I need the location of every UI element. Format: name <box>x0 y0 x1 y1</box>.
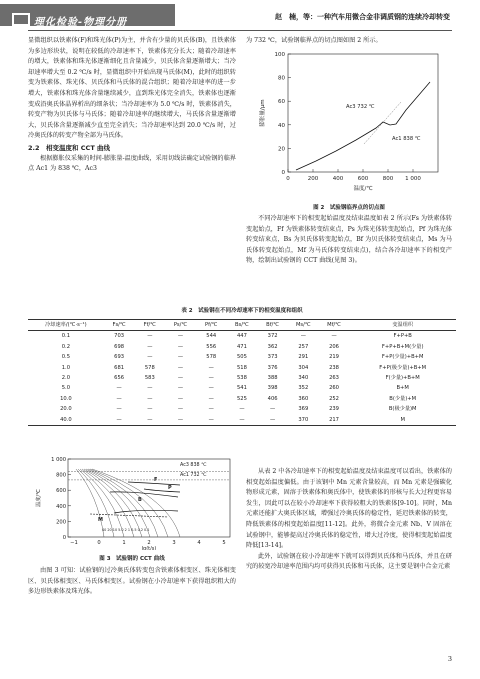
table-cell: 238 <box>329 364 339 371</box>
table-cell: — <box>116 385 122 392</box>
page-header <box>0 0 480 30</box>
table-cell: — <box>208 416 214 423</box>
fig3-xtick: −1 <box>70 540 78 546</box>
table-cell: 360 <box>298 395 309 402</box>
fig3-ytick: 600 <box>56 488 66 495</box>
fig3-xtick: 5 <box>222 540 226 546</box>
fig2-annotation-ac3: Ac3 732 ℃ <box>346 104 375 110</box>
journal-logo <box>0 4 175 26</box>
table-cell: — <box>331 333 337 340</box>
table-cell: 525 <box>236 395 247 402</box>
table-cell: — <box>239 406 245 413</box>
table-cell: — <box>177 385 184 392</box>
table-cell: — <box>208 364 214 371</box>
figure-3-plot <box>28 455 238 550</box>
table-cell: 1.0 <box>61 364 70 371</box>
table-header: Bs/℃ <box>235 322 249 328</box>
table-cell: 304 <box>298 364 309 371</box>
table-header-row <box>28 320 456 331</box>
table-cell: F(少量)+B+M <box>385 375 420 382</box>
table-cell: — <box>208 385 214 392</box>
table-cell: 583 <box>144 375 155 382</box>
table-cell: — <box>147 385 153 392</box>
table-cell: 0.2 <box>61 343 70 350</box>
table-cell: 369 <box>298 406 309 413</box>
right-bottom-paragraph: 此外，试验钢在较小冷却速率下就可以得到贝氏体和马氏体，并且在研究的较宽冷却速率范围内均可获得贝氏体和马氏体，这主要是钢中合金元素 <box>246 552 452 571</box>
table-cell: — <box>116 395 122 402</box>
table-cell: — <box>239 416 245 423</box>
fig3-annotation-ac3: Ac3 838 ℃ <box>180 463 207 468</box>
fig2-xtick: 1 000 <box>405 176 421 182</box>
table-cell: F+P+B <box>393 333 412 340</box>
table-cell: — <box>300 333 306 340</box>
fig2-ytick: 20 <box>278 146 285 153</box>
table-cell: — <box>177 343 184 350</box>
fig2-xtick: 400 <box>332 176 344 182</box>
table-cell: 406 <box>267 395 278 402</box>
figure-3-caption: 图 3 试验钢的 CCT 曲线 <box>99 556 165 562</box>
table-cell: 5.0 <box>61 385 70 392</box>
table-cell: 239 <box>329 406 339 413</box>
table-cell: 698 <box>114 343 125 350</box>
table-header: 变温组织 <box>392 322 414 328</box>
table-cell: — <box>116 416 122 423</box>
table-cell: 2.0 <box>61 375 70 382</box>
table-cell: — <box>177 406 184 413</box>
table-cell: F+P+B+M(少量) <box>381 343 424 350</box>
table-header: Ps/℃ <box>173 322 188 328</box>
table-header: Mf/℃ <box>327 322 341 328</box>
table-cell: — <box>177 333 184 340</box>
fig3-xtick: 0 <box>97 540 101 546</box>
cooling-curves <box>76 469 180 537</box>
table-cell: B(少量)+M <box>389 395 417 402</box>
figure-2-plot <box>246 48 452 198</box>
table-cell: 0.5 <box>61 354 70 361</box>
table-header: 冷却速率/(℃·s⁻¹) <box>45 322 87 328</box>
table-header: Fs/℃ <box>112 322 126 328</box>
fig3-label-B: B <box>138 497 142 503</box>
table-cell: 556 <box>206 343 217 350</box>
table-cell: 518 <box>236 364 247 371</box>
table-cell: 0.1 <box>61 333 70 340</box>
table-cell: B(极少量)M <box>388 406 417 413</box>
fig3-xtick: 2 <box>147 540 151 546</box>
pearlite-line <box>144 489 180 492</box>
fig2-ytick: 80 <box>278 75 285 82</box>
table-row <box>28 363 456 373</box>
table-2 <box>28 319 456 426</box>
table-cell: 447 <box>236 333 247 340</box>
table-cell: — <box>177 395 184 402</box>
fig2-xtick: 200 <box>307 176 319 182</box>
left-column-top <box>28 36 236 175</box>
table-cell: 260 <box>329 385 339 392</box>
table-row <box>28 331 456 342</box>
table-cell: F+P(少量)+B+M <box>381 354 424 361</box>
fig2-annotation-ac1: Ac1 838 ℃ <box>392 136 421 142</box>
left-bottom-paragraph: 由图 3 可知：试验钢的过冷奥氏体转变包含铁素体相变区、珠光体相变区、贝氏体相变区、马氏体相变区。试验钢在小冷却速率下获得组织粗大的多边形铁素体及珠光体。 <box>28 567 236 596</box>
table-row <box>28 383 456 393</box>
table-cell: — <box>270 416 276 423</box>
right-column-bottom <box>246 467 452 573</box>
table-header: Bf/℃ <box>266 322 280 328</box>
table-cell: 388 <box>267 375 278 382</box>
table-cell: — <box>147 416 153 423</box>
right-column-top <box>246 36 452 47</box>
fig2-ytick: 100 <box>274 52 285 58</box>
fig3-label-F: F <box>154 477 158 483</box>
table-cell: B+M <box>396 385 409 392</box>
table-cell: — <box>177 416 184 423</box>
table-cell: 538 <box>236 375 247 382</box>
fig2-xtick: 0 <box>286 176 290 182</box>
table-row <box>28 373 456 383</box>
fig3-xtick: 1 <box>122 540 126 546</box>
fig3-xlabel: lg(t/s) <box>141 546 157 550</box>
right-paragraph: 不同冷却速率下的相变起始温度及结束温度如表 2 所示(Fs 为铁素体转变起始点，Ff 为铁素体转变结束点，Ps 为珠光体转变起始点，Pf 为珠光体转变结束点，Bs 为贝氏体转变起始点，Bf 为贝氏体转变结束点，Ms 为马氏体转变起始点，Mf 为马氏体转变结束点)，结合各冷却速率下的相变产物，绘制出试验钢的 CCT 曲线(见图 3)。 <box>246 215 452 265</box>
left-paragraph: 显微组织以铁素体(F)和珠光体(P)为主，并含有少量的贝氏体(B)，且铁素体为多边形块状，说明在较低的冷却速率下，铁素体充分长大；随着冷却速率的增大，铁素体和珠光体逐渐细化且含量减少，贝氏体含量逐渐增大；当冷却速率增大至 0.2 ℃/s 时，显微组织中开始出现马氏体(M)，此时的组织转变为铁素体、珠光体、贝氏体和马氏体的混合组织；随着冷却速率的进一步增大，铁素体和珠光体含量继续减少，直到珠光体完全消失，铁素体也逐渐变成沿奥氏体晶界析出的细条状；当冷却速率为 5.0 ℃/s 时，铁素体消失，转变产物为贝氏体与马氏体；随着冷却速率的继续增大，马氏体含量逐渐增大，贝氏体含量逐渐减少直至完全消失；当冷却速率达到 20.0 ℃/s 时，过冷奥氏体的转变产物全部为马氏体。 <box>28 37 236 140</box>
table-cell: — <box>208 375 214 382</box>
table-cell: 398 <box>267 385 278 392</box>
table-cell: — <box>208 406 214 413</box>
right-column-middle <box>246 214 452 267</box>
figure-2-caption: 图 2 试验钢临界点的切点图 <box>313 205 385 211</box>
fig3-ytick: 0 <box>62 535 66 541</box>
table-cell: 703 <box>114 333 125 340</box>
journal-logo-text: 理化检验-物理分册 <box>34 17 128 28</box>
running-title: 赵 楠，等：一种汽车用微合金非调质钢的连续冷却转变 <box>275 12 450 21</box>
table-cell: — <box>177 364 184 371</box>
table-cell: M <box>400 416 405 423</box>
table-cell: 252 <box>329 395 339 402</box>
table-cell: — <box>116 406 122 413</box>
fig3-ytick: 1 000 <box>51 457 66 463</box>
fig2-xtick: 800 <box>382 176 394 182</box>
fig2-xlabel: 温度/℃ <box>353 186 373 192</box>
table-cell: 373 <box>267 354 278 361</box>
table-cell: — <box>147 406 153 413</box>
dilation-curve <box>296 82 430 170</box>
table-cell: 291 <box>298 354 309 361</box>
right-lead-paragraph: 为 732 ℃，试验钢临界点的切点图如图 2 所示。 <box>246 37 382 44</box>
fig3-xtick: 4 <box>197 540 201 546</box>
table-cell: 257 <box>298 343 309 350</box>
fig2-ytick: 0 <box>281 170 285 176</box>
table-cell: — <box>147 343 153 350</box>
table-row <box>28 394 456 404</box>
table-cell: 578 <box>206 354 217 361</box>
table-cell: 370 <box>298 416 309 423</box>
table-cell: 40.0 <box>60 416 72 423</box>
table-cell: — <box>270 406 276 413</box>
table-cell: — <box>147 354 153 361</box>
fig2-ytick: 60 <box>278 99 285 106</box>
table-cell: 505 <box>236 354 247 361</box>
table-cell: F+P(极少量)+B+M <box>379 364 427 371</box>
table-cell: 656 <box>114 375 125 382</box>
fig3-ytick: 400 <box>56 503 66 510</box>
fig2-xtick: 600 <box>357 176 369 182</box>
table-2-caption: 表 2 试验钢在不同冷却速率下的相变温度和组织 <box>181 308 303 314</box>
table-cell: 376 <box>267 364 278 371</box>
table-cell: 578 <box>144 364 155 371</box>
table-cell: 219 <box>329 354 339 361</box>
fig3-annotation-ac1: Ac1 732 ℃ <box>180 473 207 478</box>
table-cell: 471 <box>236 343 247 350</box>
table-cell: 362 <box>267 343 278 350</box>
fig3-xtick: 3 <box>172 540 176 546</box>
table-cell: 541 <box>236 385 247 392</box>
fig3-label-M: M <box>98 517 103 523</box>
table-cell: 681 <box>114 364 125 371</box>
table-cell: — <box>177 375 184 382</box>
table-cell: — <box>177 354 184 361</box>
table-cell: 693 <box>114 354 125 361</box>
table-cell: 20.0 <box>60 406 72 413</box>
fig3-rate-labels: 40 20 10 5.0 2 1 0.5 0.2 0.1 <box>102 528 150 532</box>
fig2-ytick: 40 <box>278 122 285 129</box>
fig2-ylabel: 膨胀量/μm <box>260 99 266 127</box>
table-cell: — <box>147 333 153 340</box>
table-cell: 263 <box>329 375 339 382</box>
bainite-start-line <box>110 492 178 497</box>
fig3-ylabel: 温度/℃ <box>36 489 42 507</box>
table-cell: 372 <box>267 333 278 340</box>
table-row <box>28 352 456 362</box>
header-rule <box>28 30 452 31</box>
table-cell: 340 <box>298 375 309 382</box>
table-row <box>28 342 456 352</box>
table-cell: 217 <box>329 416 339 423</box>
table-cell: — <box>147 395 153 402</box>
table-cell: 352 <box>298 385 309 392</box>
logo-plate-icon <box>12 13 30 26</box>
table-header: Ff/℃ <box>143 322 157 328</box>
section-heading: 2.2 相变温度和 CCT 曲线 <box>28 143 111 152</box>
section-paragraph: 根据膨胀仪采集的时间-膨胀量-温度曲线，采用切线法确定试验钢的临界点 Ac1 为 838 ℃，Ac3 <box>28 154 236 173</box>
fig3-label-P: P <box>168 485 172 491</box>
fig3-ytick: 200 <box>56 519 66 526</box>
left-column-bottom <box>28 566 236 598</box>
table-row <box>28 404 456 414</box>
table-header: Ms/℃ <box>295 322 311 328</box>
table-cell: 544 <box>206 333 217 340</box>
table-cell: 206 <box>329 343 339 350</box>
fig3-ytick: 800 <box>56 472 66 479</box>
page-number: 3 <box>447 655 452 663</box>
table-cell: 10.0 <box>60 395 72 402</box>
table-row <box>28 415 456 426</box>
right-bottom-paragraph: 从表 2 中各冷却速率下的相变起始温度及结束温度可以看出，铁素体的相变起始温度偏低。由于该钢中 Mn 元素含量较高，而 Mn 元素是强碳化物形成元素，固溶于铁素体和奥氏体中，使铁素体的形核与长大过程更容易发生，因此可以在较小冷却速率下获得较粗大的铁素体[9-10]。同时，Mn 元素还能扩大奥氏体区域，增强过冷奥氏体的稳定性，延迟铁素体的转变，降低铁素体的相变起始温度[11-12]。此外，将微合金元素 Nb、V 固溶在试验钢中，能够提高过冷奥氏体的稳定性，增大过冷度，使得相变起始温度降低[13-14]。 <box>246 468 452 550</box>
table-cell: — <box>208 395 214 402</box>
table-header: Pf/℃ <box>204 322 218 328</box>
